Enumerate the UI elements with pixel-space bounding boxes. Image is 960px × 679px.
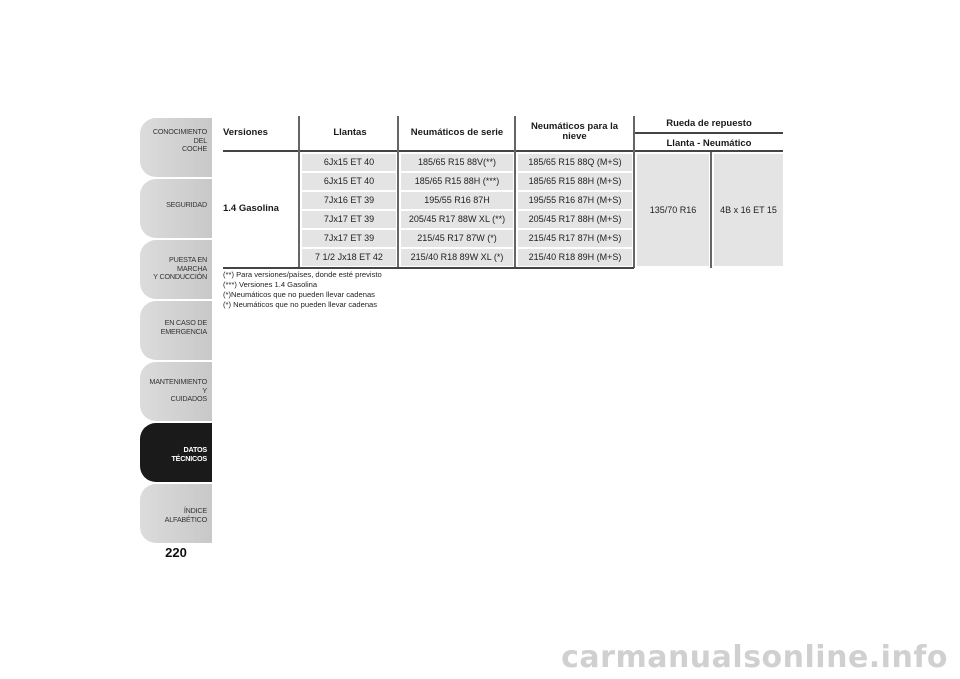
serie-cell: 185/65 R15 88H (***) — [401, 173, 513, 190]
tab-label: CONOCIMIENTO DEL COCHE — [152, 127, 207, 154]
column-separator — [633, 116, 635, 268]
spare-tyre-cell: 135/70 R16 — [637, 154, 709, 266]
llanta-cell: 6Jx15 ET 40 — [302, 173, 396, 190]
nieve-cell: 185/65 R15 88H (M+S) — [518, 173, 632, 190]
tab-seguridad[interactable] — [140, 179, 212, 238]
serie-cell: 205/45 R17 88W XL (**) — [401, 211, 513, 228]
header-llanta-neumatico: Llanta - Neumático — [666, 138, 752, 149]
table-header — [223, 116, 783, 151]
footnote: (***) Versiones 1.4 Gasolina — [223, 280, 318, 289]
serie-cell: 195/55 R16 87H — [401, 192, 513, 209]
header-neumaticos-serie: Neumáticos de serie — [410, 127, 504, 138]
tab-en-caso-de-emergencia[interactable] — [140, 301, 212, 360]
llanta-cell: 7Jx17 ET 39 — [302, 230, 396, 247]
version-label: 1.4 Gasolina — [223, 203, 279, 214]
tab-mantenimiento-y-cuidados[interactable] — [140, 362, 212, 421]
llanta-cell: 6Jx15 ET 40 — [302, 154, 396, 171]
serie-cell: 215/40 R18 89W XL (*) — [401, 249, 513, 266]
header-neumaticos-nieve: Neumáticos para la nieve — [530, 121, 619, 142]
tab-label: MANTENIMIENTO Y CUIDADOS — [149, 377, 207, 404]
tab-conocimiento-del-coche[interactable] — [140, 118, 212, 177]
header-divider — [223, 150, 783, 152]
serie-cell: 215/45 R17 87W (*) — [401, 230, 513, 247]
column-separator — [397, 116, 399, 268]
tab-label: SEGURIDAD — [166, 200, 207, 209]
tab-label: DATOS TÉCNICOS — [171, 445, 207, 463]
nieve-cell: 195/55 R16 87H (M+S) — [518, 192, 632, 209]
page-number: 220 — [165, 545, 187, 560]
header-llantas: Llantas — [333, 127, 367, 138]
llanta-cell: 7Jx16 ET 39 — [302, 192, 396, 209]
tab-label: ÍNDICE ALFABÉTICO — [164, 506, 207, 524]
tab-datos-tecnicos[interactable] — [140, 423, 212, 482]
header-subdivider — [635, 132, 783, 134]
tab-label: EN CASO DE EMERGENCIA — [160, 318, 207, 336]
tab-indice-alfabetico[interactable] — [140, 484, 212, 543]
spare-rim-cell: 4B x 16 ET 15 — [714, 154, 783, 266]
nieve-cell: 205/45 R17 88H (M+S) — [518, 211, 632, 228]
llanta-cell: 7Jx17 ET 39 — [302, 211, 396, 228]
footnote: (**) Para versiones/países, donde esté previsto — [223, 270, 382, 279]
column-separator — [710, 152, 712, 268]
column-separator — [298, 116, 300, 268]
table-bottom-rule — [223, 267, 634, 269]
nieve-cell: 215/45 R17 87H (M+S) — [518, 230, 632, 247]
watermark: carmanualsonline.info — [561, 640, 948, 675]
tab-label: PUESTA EN MARCHA Y CONDUCCIÓN — [153, 255, 207, 282]
tab-puesta-en-marcha[interactable] — [140, 240, 212, 299]
nieve-cell: 215/40 R18 89H (M+S) — [518, 249, 632, 266]
footnotes — [223, 270, 382, 310]
llanta-cell: 7 1/2 Jx18 ET 42 — [302, 249, 396, 266]
footnote: (*)Neumáticos que no pueden llevar cadenas — [223, 290, 375, 299]
header-versiones: Versiones — [223, 127, 268, 138]
nieve-cell: 185/65 R15 88Q (M+S) — [518, 154, 632, 171]
header-rueda-repuesto: Rueda de repuesto — [666, 118, 752, 129]
footnote: (*) Neumáticos que no pueden llevar cadenas — [223, 300, 378, 309]
column-separator — [514, 116, 516, 268]
serie-cell: 185/65 R15 88V(**) — [401, 154, 513, 171]
